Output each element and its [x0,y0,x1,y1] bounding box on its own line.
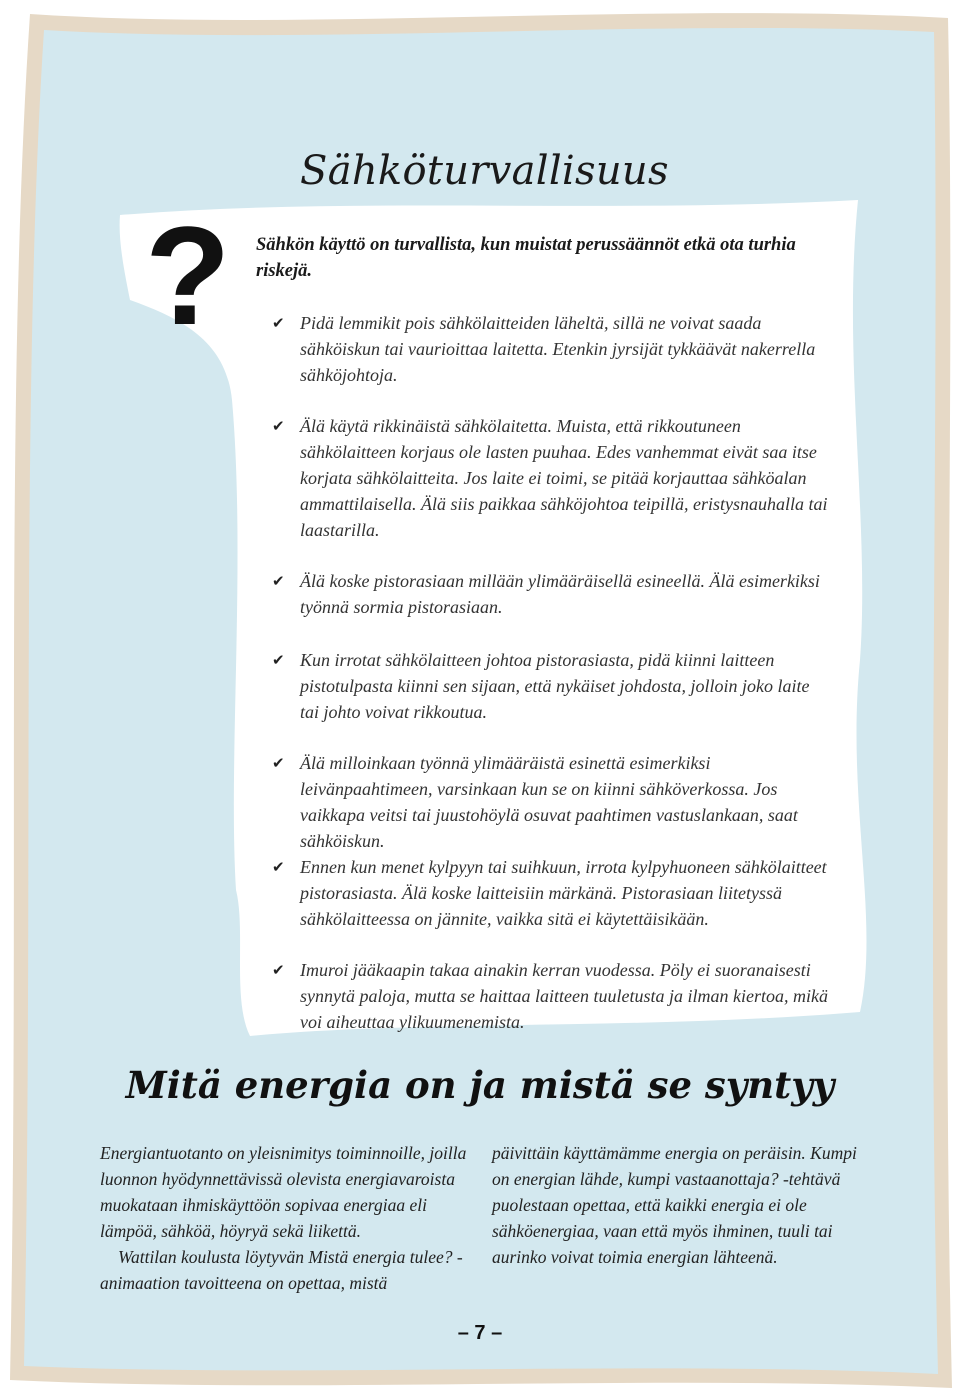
rule-item [272,310,832,388]
rule-item [272,957,832,1035]
rule-item [272,568,832,620]
rule-text: Älä koske pistorasiaan millään ylimääräisellä esineellä. Älä esimerkiksi työnnä sormia pistorasiaan. [300,571,820,617]
rule-text: Ennen kun menet kylpyyn tai suihkuun, irrota kylpyhuoneen sähkölaitteet pistorasiasta. Älä koske laitteisiin märkänä. Pistorasiaan liitetyssä sähkölaitteessa on jännite, vaikka sitä ei käytettäisikään. [300,857,827,929]
paragraph: Energiantuotanto on yleisnimitys toiminnoille, joilla luonnon hyödynnettävissä olevista energiavaroista muokataan ihmiskäyttöön sopivaa energiaa eli lämpöä, sähköä, höyryä sekä liikettä. [100,1143,467,1241]
rule-text: Pidä lemmikit pois sähkölaitteiden läheltä, sillä ne voivat saada sähköiskun tai vaurioittaa laitetta. Etenkin jyrsijät tykkäävät nakerrella sähköjohtoja. [300,313,816,385]
check-icon: ✔ [272,574,285,590]
page-title: Sähköturvallisuus [300,148,669,194]
check-icon: ✔ [272,653,285,669]
right-column [492,1140,867,1270]
rule-text: Imuroi jääkaapin takaa ainakin kerran vuodessa. Pöly ei suoranaisesti synnytä paloja, mutta se haittaa laitteen tuuletusta ja ilman kiertoa, mikä voi aiheuttaa ylikuumenemista. [300,960,828,1032]
rule-item [272,413,832,543]
rule-item [272,854,832,932]
paragraph: päivittäin käyttämämme energia on peräisin. Kumpi on energian lähde, kumpi vastaanottaja? -tehtävä puolestaan opettaa, että kaikki energia ei ole sähköenergiaa, vaan että myös ihminen, tuuli tai aurinko voivat toimia energian lähteenä. [492,1143,857,1267]
check-icon: ✔ [272,419,285,435]
rule-item [272,647,832,725]
intro-text: Sähkön käyttö on turvallista, kun muistat perussäännöt etkä ota turhia riskejä. [256,235,796,281]
rule-text: Älä käytä rikkinäistä sähkölaitetta. Muista, että rikkoutuneen sähkölaitteen korjaus ole lasten puuhaa. Edes vanhemmat eivät saa itse korjata sähkölaitteita. Jos laite ei toimi, se pitää korjauttaa sähköalan ammattilaisella. Älä siis paikkaa sähköjohtoa teipillä, eristysnauhalla tai laastarilla. [300,416,828,540]
check-icon: ✔ [272,963,285,979]
rule-text: Älä milloinkaan työnnä ylimääräistä esinettä esimerkiksi leivänpaahtimeen, varsinkaan kun se on kiinni sähköverkossa. Jos vaikkapa veitsi tai juustohöylä osuvat paahtimen vastuslankaan, saat sähköiskun. [300,753,798,851]
rule-text: Kun irrotat sähkölaitteen johtoa pistorasiasta, pidä kiinni laitteen pistotulpasta kiinni sen sijaan, että nykäiset johdosta, jolloin joko laite tai johto voivat rikkoutua. [300,650,810,722]
check-icon: ✔ [272,860,285,876]
left-column [100,1140,475,1296]
paragraph: Wattilan koulusta löytyvän Mistä energia tulee? -animaation tavoitteena on opettaa, mistä [100,1247,463,1293]
check-icon: ✔ [272,316,285,332]
question-mark-icon: ? [145,197,231,354]
section-title: Mitä energia on ja mistä se syntyy [125,1063,835,1107]
rule-item [272,750,832,854]
page-number: – 7 – [457,1322,503,1344]
check-icon: ✔ [272,756,285,772]
